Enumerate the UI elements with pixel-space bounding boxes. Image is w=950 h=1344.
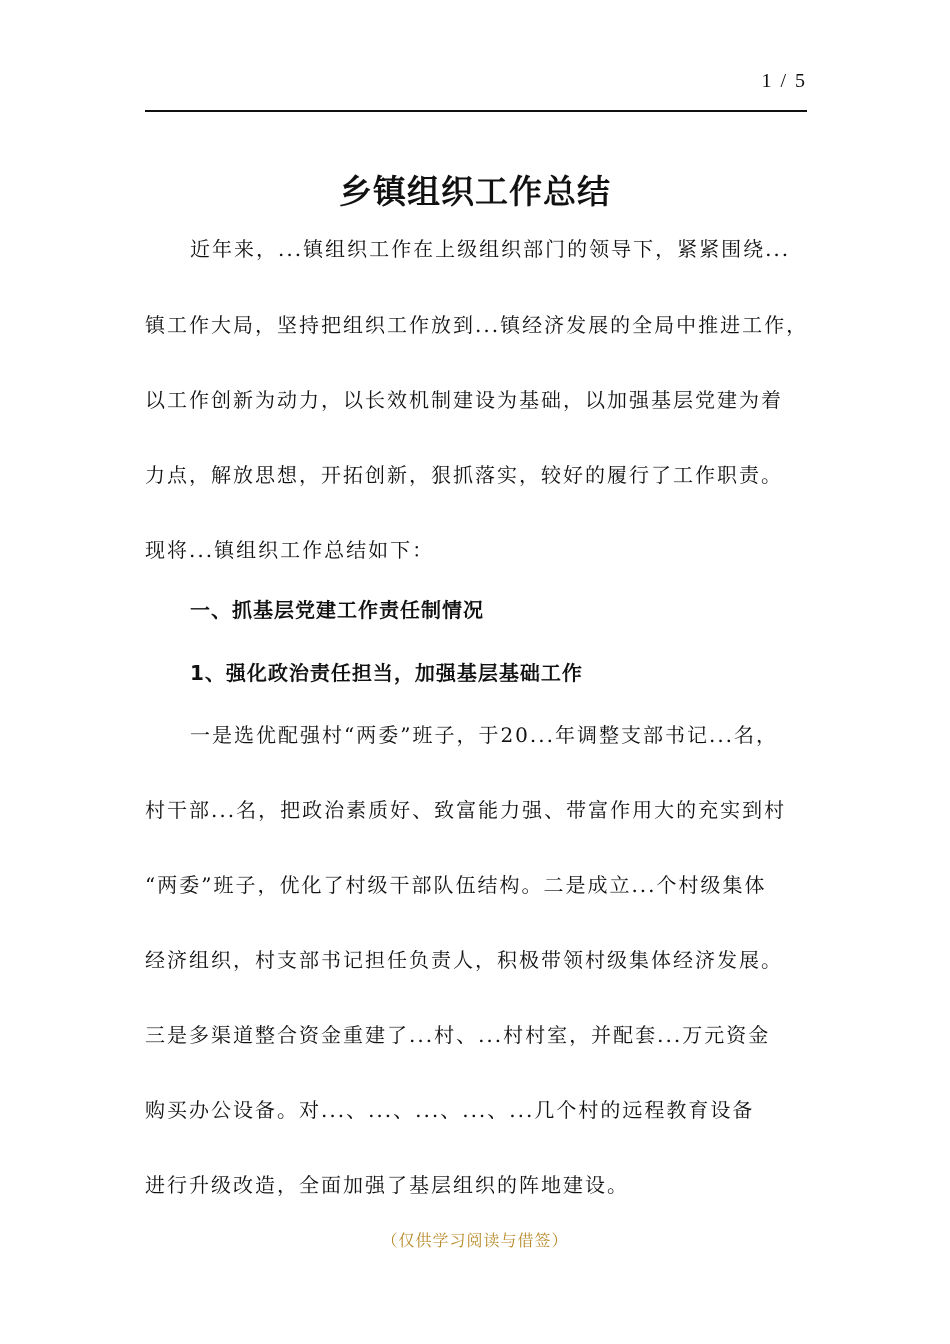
intro-line: 力点，解放思想，开拓创新，狠抓落实，较好的履行了工作职责。 xyxy=(145,463,783,487)
body-line: 进行升级改造，全面加强了基层组织的阵地建设。 xyxy=(145,1173,629,1197)
body-line: 经济组织，村支部书记担任负责人，积极带领村级集体经济发展。 xyxy=(145,948,783,972)
body-line: 购买办公设备。对...、...、...、...、...几个村的远程教育设备 xyxy=(145,1098,755,1122)
intro-line: 近年来，...镇组织工作在上级组织部门的领导下，紧紧围绕... xyxy=(190,237,791,261)
body-line: 一是选优配强村“两委”班子，于20...年调整支部书记...名， xyxy=(190,723,779,747)
page-number: 1 / 5 xyxy=(761,70,807,92)
footer-note: （仅供学习阅读与借签） xyxy=(381,1231,569,1250)
body-line: 三是多渠道整合资金重建了...村、...村村室，并配套...万元资金 xyxy=(145,1023,771,1047)
header-rule xyxy=(145,110,807,112)
intro-line: 镇工作大局，坚持把组织工作放到...镇经济发展的全局中推进工作， xyxy=(145,313,809,337)
intro-line: 以工作创新为动力，以长效机制建设为基础，以加强基层党建为着 xyxy=(145,388,783,412)
section-heading: 一、抓基层党建工作责任制情况 xyxy=(190,598,484,622)
body-line: 村干部...名，把政治素质好、致富能力强、带富作用大的充实到村 xyxy=(145,798,787,822)
subsection-heading: 1、强化政治责任担当，加强基层基础工作 xyxy=(190,661,583,685)
body-line: “两委”班子，优化了村级干部队伍结构。二是成立...个村级集体 xyxy=(145,873,767,897)
document-title: 乡镇组织工作总结 xyxy=(339,172,611,211)
intro-line: 现将...镇组织工作总结如下： xyxy=(145,538,435,562)
